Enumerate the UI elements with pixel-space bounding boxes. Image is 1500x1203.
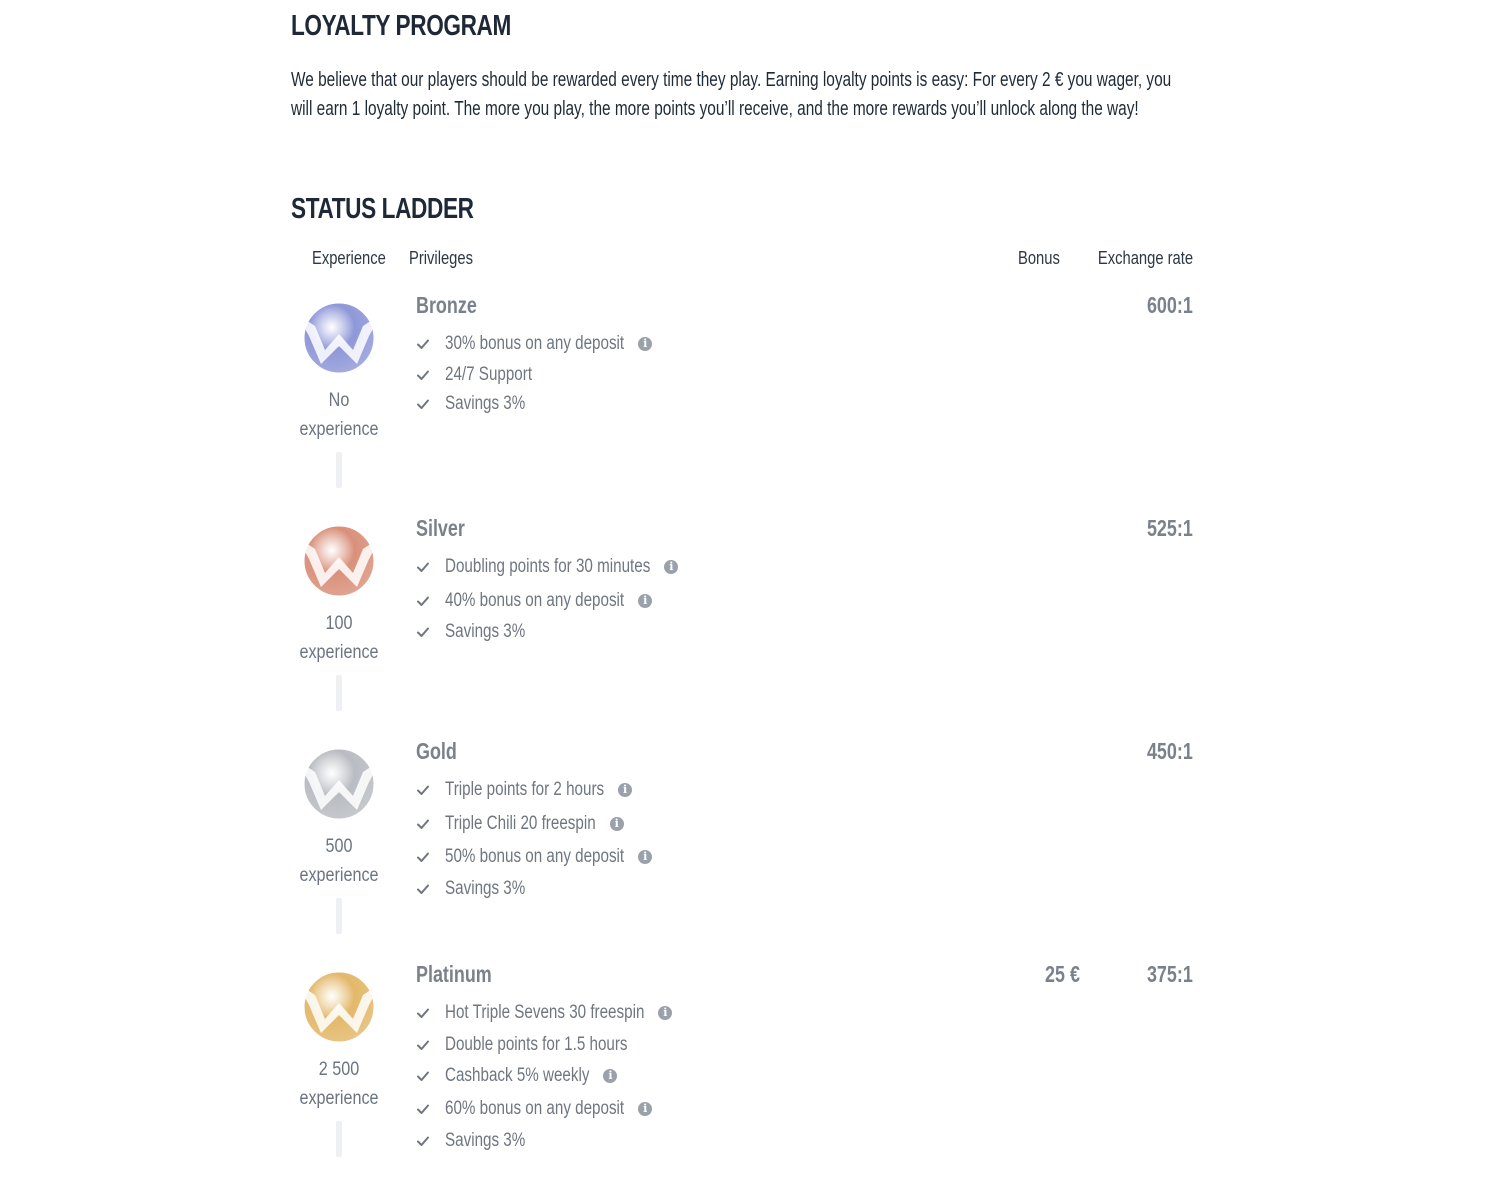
ladder-connector (336, 1121, 342, 1157)
tier-experience-amount: 500 (325, 836, 353, 857)
privilege-item (416, 616, 545, 648)
check-icon (416, 368, 430, 382)
privilege-item (416, 1029, 673, 1061)
tier-experience-column (291, 292, 387, 444)
privilege-text: Triple points for 2 hours (445, 779, 605, 800)
check-icon (416, 882, 430, 896)
info-icon[interactable]: i (638, 850, 652, 864)
privilege-text: 30% bonus on any deposit (445, 333, 625, 354)
privilege-item (416, 551, 702, 583)
check-icon (416, 817, 430, 831)
privilege-text: 60% bonus on any deposit (445, 1098, 625, 1119)
privilege-item (416, 997, 694, 1029)
tier-exchange-rate: 450:1 (1147, 738, 1193, 764)
ladder-connector (336, 898, 342, 934)
tier-badge-icon (291, 292, 387, 378)
check-icon (416, 397, 430, 411)
privilege-text: Savings 3% (445, 621, 526, 642)
info-icon[interactable]: i (618, 783, 632, 797)
tier-experience (298, 832, 380, 890)
tier-experience-column (291, 738, 387, 890)
tier-experience-unit: experience (299, 642, 379, 663)
privilege-text: 24/7 Support (445, 364, 533, 385)
column-header-privileges: Privileges (409, 248, 473, 268)
privilege-item (416, 359, 554, 391)
check-icon (416, 560, 430, 574)
privilege-item (416, 1093, 669, 1125)
info-icon[interactable]: i (658, 1006, 672, 1020)
info-icon[interactable]: i (638, 594, 652, 608)
intro-paragraph: We believe that our players should be rewarded every time they play. Earning loyalty points is easy: For every 2 € you wager, you will earn 1 loyalty point. The more you play, the more points you’ll receive, and the more rewards you’ll unlock along the way! (291, 69, 1172, 120)
ladder-connector (336, 675, 342, 711)
tier-exchange-rate: 525:1 (1147, 515, 1193, 541)
privilege-text: Triple Chili 20 freespin (445, 813, 596, 834)
check-icon (416, 594, 430, 608)
check-icon (416, 783, 430, 797)
privilege-item (416, 328, 669, 360)
privilege-text: Cashback 5% weekly (445, 1065, 590, 1086)
check-icon (416, 1006, 430, 1020)
privilege-text: Double points for 1.5 hours (445, 1034, 628, 1055)
page-title: LOYALTY PROGRAM (291, 10, 511, 42)
column-header-experience: Experience (312, 248, 386, 268)
privilege-text: Savings 3% (445, 393, 526, 414)
status-ladder-title: STATUS LADDER (291, 193, 474, 225)
tier-exchange-rate: 375:1 (1147, 961, 1193, 987)
tier-experience-amount: 100 (325, 613, 353, 634)
check-icon (416, 625, 430, 639)
privilege-item (416, 774, 644, 806)
check-icon (416, 1134, 430, 1148)
info-icon[interactable]: i (664, 560, 678, 574)
check-icon (416, 337, 430, 351)
tier-experience-column (291, 961, 387, 1113)
tier-name: Platinum (416, 961, 492, 987)
check-icon (416, 850, 430, 864)
privilege-text: Savings 3% (445, 878, 526, 899)
column-header-exchange-rate: Exchange rate (1097, 248, 1193, 268)
tier-experience-unit: experience (299, 1088, 379, 1109)
tier-experience-unit: experience (299, 865, 379, 886)
privilege-text: 40% bonus on any deposit (445, 590, 625, 611)
tier-name: Gold (416, 738, 457, 764)
privilege-item (416, 1060, 626, 1092)
tier-experience-unit: experience (299, 419, 379, 440)
column-header-bonus: Bonus (1018, 248, 1060, 268)
tier-experience-column (291, 515, 387, 667)
info-icon[interactable]: i (638, 337, 652, 351)
privilege-item (416, 808, 633, 840)
check-icon (416, 1038, 430, 1052)
tier-bonus: 25 € (1045, 961, 1080, 987)
tier-badge-icon (291, 738, 387, 824)
tier-name: Bronze (416, 292, 477, 318)
tier-badge-icon (291, 961, 387, 1047)
ladder-connector (336, 452, 342, 488)
info-icon[interactable]: i (603, 1069, 617, 1083)
tier-experience (298, 386, 380, 444)
privilege-text: Doubling points for 30 minutes (445, 556, 651, 577)
info-icon[interactable]: i (638, 1102, 652, 1116)
tier-exchange-rate: 600:1 (1147, 292, 1193, 318)
tier-experience-amount: No (328, 390, 350, 411)
tier-name: Silver (416, 515, 465, 541)
privilege-text: 50% bonus on any deposit (445, 846, 625, 867)
privilege-item (416, 841, 669, 873)
tier-experience (298, 1055, 380, 1113)
tier-experience (298, 609, 380, 667)
privilege-item (416, 388, 545, 420)
privilege-item (416, 1125, 545, 1157)
privilege-item (416, 585, 669, 617)
tier-experience-amount: 2 500 (318, 1059, 360, 1080)
privilege-text: Hot Triple Sevens 30 freespin (445, 1002, 645, 1023)
check-icon (416, 1069, 430, 1083)
privilege-text: Savings 3% (445, 1130, 526, 1151)
privilege-item (416, 873, 545, 905)
info-icon[interactable]: i (610, 817, 624, 831)
tier-badge-icon (291, 515, 387, 601)
check-icon (416, 1102, 430, 1116)
